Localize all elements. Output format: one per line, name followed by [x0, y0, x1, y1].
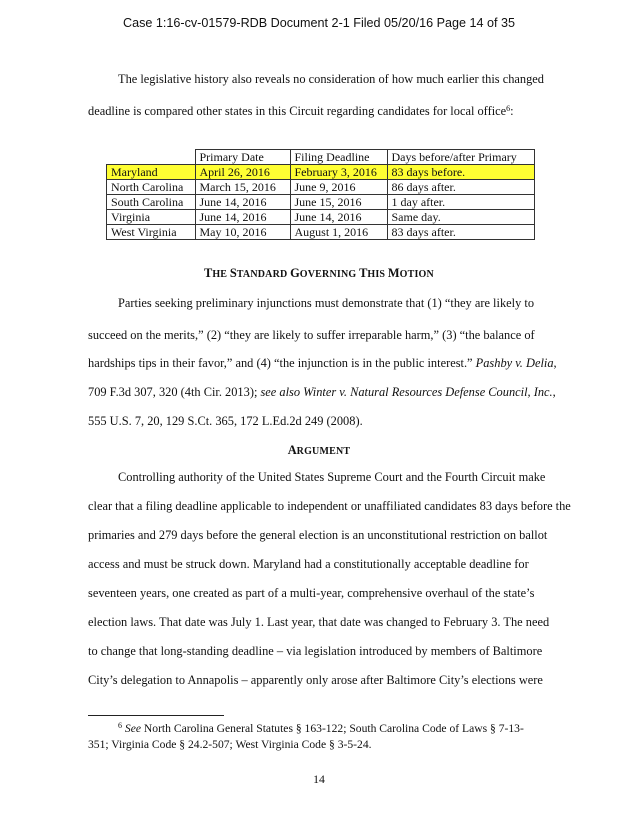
heading-cap: M — [387, 266, 400, 280]
intro-line-1: The legislative history also reveals no consideration of how much earlier this changed — [118, 72, 544, 86]
footnote-line-1 — [118, 722, 524, 735]
column-header-deadline: Filing Deadline — [290, 150, 387, 165]
standard-heading — [0, 266, 638, 281]
standard-line-3-text: hardships tips in their favor,” and (4) “the injunction is in the public interest.” — [88, 356, 476, 370]
argument-line: Controlling authority of the United States Supreme Court and the Fourth Circuit make — [118, 470, 546, 484]
argument-line: clear that a filing deadline applicable to independent or unaffiliated candidates 83 days before the — [88, 499, 571, 513]
primary-date-cell: May 10, 2016 — [195, 225, 290, 240]
standard-line-3 — [88, 356, 557, 371]
standard-line-4-end: , — [552, 385, 556, 399]
case-citation: Pashby v. Delia — [475, 356, 554, 370]
case-citation: see also Winter v. Natural Resources Defense Council, Inc. — [260, 385, 553, 399]
intro-line-2-end: : — [510, 104, 514, 118]
footnote-signal: See — [124, 722, 141, 735]
footnote-divider — [88, 715, 224, 716]
state-cell: Virginia — [107, 210, 196, 225]
heading-cap: T — [359, 266, 368, 280]
standard-line-2: succeed on the merits,” (2) “they are likely to suffer irreparable harm,” (3) “the balance of — [88, 328, 535, 342]
table-row-virginia — [107, 210, 535, 225]
table-corner-cell — [107, 150, 196, 165]
argument-line: primaries and 279 days before the general election is an unconstitutional restriction on ballot — [88, 528, 548, 542]
state-cell: West Virginia — [107, 225, 196, 240]
primary-date-cell: June 14, 2016 — [195, 210, 290, 225]
state-cell: North Carolina — [107, 180, 196, 195]
intro-line-2-text: deadline is compared other states in this Circuit regarding candidates for local office — [88, 104, 507, 118]
footnote-text: North Carolina General Statutes § 163-122; South Carolina Code of Laws § 7-13- — [141, 722, 524, 735]
argument-heading — [0, 443, 638, 458]
days-cell: 86 days after. — [387, 180, 534, 195]
heading-cap: G — [290, 266, 300, 280]
footnote-number: 6 — [118, 721, 122, 730]
footnote-reference[interactable]: 6 — [506, 104, 511, 113]
column-header-days: Days before/after Primary — [387, 150, 534, 165]
standard-line-3-end: , — [553, 356, 557, 370]
column-header-primary: Primary Date — [195, 150, 290, 165]
filing-deadline-cell: June 14, 2016 — [290, 210, 387, 225]
primary-date-cell: March 15, 2016 — [195, 180, 290, 195]
page-number: 14 — [313, 772, 325, 786]
primary-date-cell: June 14, 2016 — [195, 195, 290, 210]
days-cell: 83 days before. — [387, 165, 534, 180]
state-cell: Maryland — [107, 165, 196, 180]
heading-cap: S — [229, 266, 237, 280]
argument-line: access and must be struck down. Maryland had a constitutionally acceptable deadline for — [88, 557, 529, 571]
footnote-line-2: 351; Virginia Code § 24.2-507; West Virginia Code § 3-5-24. — [88, 738, 372, 751]
intro-line-2 — [88, 104, 514, 119]
heading-small-caps: HIS — [367, 269, 388, 280]
standard-line-4-text: 709 F.3d 307, 320 (4th Cir. 2013); — [88, 385, 261, 399]
heading-small-caps: RGUMENT — [296, 446, 351, 457]
state-cell: South Carolina — [107, 195, 196, 210]
table-header-row — [107, 150, 535, 165]
argument-line: to change that long-standing deadline – via legislation introduced by members of Baltimore — [88, 644, 543, 658]
argument-line: election laws. That date was July 1. Last year, that date was changed to February 3. The need — [88, 615, 550, 629]
table-row-north-carolina — [107, 180, 535, 195]
heading-small-caps: OVERNING — [299, 269, 360, 280]
filing-deadline-cell: June 9, 2016 — [290, 180, 387, 195]
state-deadline-table — [106, 149, 535, 240]
days-cell: Same day. — [387, 210, 534, 225]
case-header: Case 1:16-cv-01579-RDB Document 2-1 Filed 05/20/16 Page 14 of 35 — [122, 16, 516, 30]
filing-deadline-cell: February 3, 2016 — [290, 165, 387, 180]
standard-line-1: Parties seeking preliminary injunctions must demonstrate that (1) “they are likely to — [118, 296, 535, 310]
heading-cap: A — [287, 443, 297, 457]
table-row-west-virginia — [107, 225, 535, 240]
argument-line: seventeen years, one created as part of a multi-year, comprehensive overhaul of the state’s — [88, 586, 535, 600]
days-cell: 83 days after. — [387, 225, 534, 240]
heading-cap: T — [204, 266, 213, 280]
filing-deadline-cell: June 15, 2016 — [290, 195, 387, 210]
days-cell: 1 day after. — [387, 195, 534, 210]
primary-date-cell: April 26, 2016 — [195, 165, 290, 180]
heading-small-caps: HE — [212, 269, 230, 280]
filing-deadline-cell: August 1, 2016 — [290, 225, 387, 240]
heading-small-caps: TANDARD — [236, 269, 291, 280]
table-row-maryland — [107, 165, 535, 180]
standard-line-4 — [88, 385, 556, 400]
heading-small-caps: OTION — [399, 269, 434, 280]
standard-line-5: 555 U.S. 7, 20, 129 S.Ct. 365, 172 L.Ed.2d 249 (2008). — [88, 414, 363, 428]
argument-line: City’s delegation to Annapolis – apparently only arose after Baltimore City’s elections were — [88, 673, 543, 687]
table-row-south-carolina — [107, 195, 535, 210]
